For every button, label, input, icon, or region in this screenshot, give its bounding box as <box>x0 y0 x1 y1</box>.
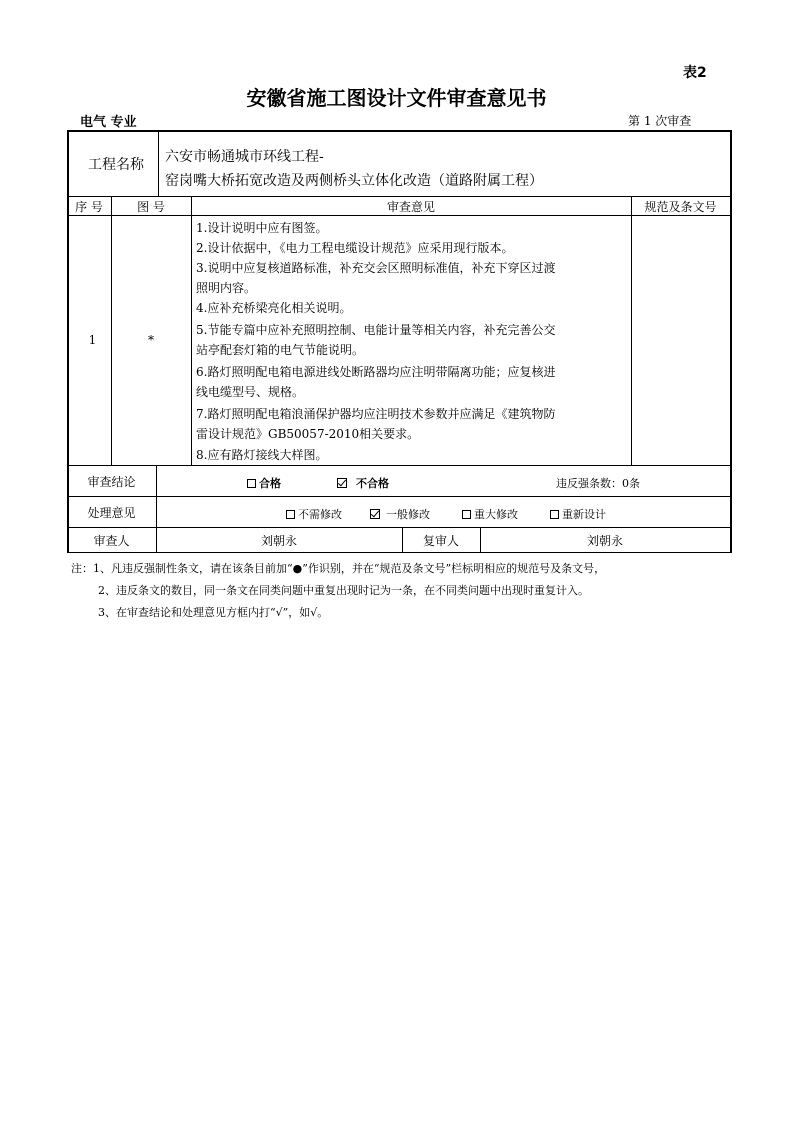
divider <box>67 465 731 466</box>
opinion-line: 站亭配套灯箱的电气节能说明。 <box>196 343 365 357</box>
row-seq: 1 <box>88 333 97 347</box>
opinion-line: 4.应补充桥梁亮化相关说明。 <box>196 301 352 315</box>
checkbox-icon[interactable] <box>247 479 256 488</box>
row-drawing-no: * <box>148 333 154 347</box>
row-code <box>631 216 730 464</box>
note-line: 2、违反条文的数目，同一条文在同类问题中重复出现时记为一条，在不同类问题中出现时重复计入。 <box>98 584 589 597</box>
option-label: 重新设计 <box>562 508 606 521</box>
checkbox-icon[interactable] <box>286 510 295 519</box>
table-top-border <box>67 130 731 132</box>
reviewer-label: 审查人 <box>93 533 130 548</box>
project-name-line: 六安市畅通城市环线工程- <box>165 149 324 165</box>
review-round: 第 1 次审查 <box>628 114 692 128</box>
divider <box>191 196 192 465</box>
opinion-line: 5.节能专篇中应补充照明控制、电能计量等相关内容，补充完善公交 <box>196 323 556 337</box>
checked-checkbox-icon[interactable] <box>370 509 380 519</box>
opinion-line: 3.说明中应复核道路标准，补充交会区照明标准值，补充下穿区过渡 <box>196 261 556 275</box>
checkbox-icon[interactable] <box>462 510 471 519</box>
rechecker-name: 刘朝永 <box>586 533 623 548</box>
opinion-line: 1.设计说明中应有图签。 <box>196 221 328 235</box>
project-name-line: 窑岗嘴大桥拓宽改造及两侧桥头立体化改造（道路附属工程） <box>165 173 543 189</box>
option-major-change[interactable] <box>462 506 518 522</box>
fail-label: 不合格 <box>356 477 389 490</box>
option-label: 不需修改 <box>298 508 342 521</box>
handling-label: 处理意见 <box>87 505 136 520</box>
opinion-line: 线电缆型号、规格。 <box>196 385 305 399</box>
checkbox-icon[interactable] <box>550 510 559 519</box>
note-line: 3、在审查结论和处理意见方框内打“√”，如√。 <box>98 606 329 619</box>
note-line: 注：1、凡违反强制性条文，请在该条目前加“●”作识别，并在“规范及条文号”栏标明相应的规范号及条文号， <box>71 562 606 575</box>
document-title: 安徽省施工图设计文件审查意见书 <box>246 86 547 110</box>
table-right-border <box>730 130 732 553</box>
pass-label: 合格 <box>259 477 281 490</box>
opinion-line: 6.路灯照明配电箱电源进线处断路器均应注明带隔离功能；应复核进 <box>196 365 556 379</box>
conclusion-pass[interactable] <box>247 475 281 491</box>
column-header-opinion: 审查意见 <box>386 199 435 214</box>
opinion-line: 8.应有路灯接线大样图。 <box>196 448 328 462</box>
option-label: 重大修改 <box>474 508 518 521</box>
table-bottom-border <box>67 552 731 553</box>
option-no-change[interactable] <box>286 506 342 522</box>
divider <box>67 496 731 497</box>
conclusion-fail[interactable] <box>337 475 389 491</box>
option-minor-change[interactable] <box>370 506 430 522</box>
discipline-label: 电气 专业 <box>80 115 137 130</box>
opinion-line: 7.路灯照明配电箱浪涌保护器均应注明技术参数并应满足《建筑物防 <box>196 407 556 421</box>
violation-count: 违反强条数：0条 <box>556 477 640 490</box>
checked-checkbox-icon[interactable] <box>337 478 347 488</box>
column-header-drawing: 图 号 <box>137 199 165 214</box>
column-header-code: 规范及条文号 <box>644 199 717 214</box>
option-label: 一般修改 <box>386 508 430 521</box>
opinion-line: 雷设计规范》GB50057-2010相关要求。 <box>196 427 420 441</box>
opinion-line: 2.设计依据中，《电力工程电缆设计规范》应采用现行版本。 <box>196 241 514 255</box>
rechecker-label: 复审人 <box>422 533 459 548</box>
table-number: 表2 <box>683 65 707 81</box>
project-name-label: 工程名称 <box>88 157 144 173</box>
opinion-line: 照明内容。 <box>196 281 257 295</box>
conclusion-label: 审查结论 <box>87 474 136 489</box>
divider <box>158 130 159 196</box>
project-name <box>165 145 543 193</box>
reviewer-name: 刘朝永 <box>260 533 297 548</box>
column-header-seq: 序 号 <box>75 199 103 214</box>
option-redesign[interactable] <box>550 506 606 522</box>
